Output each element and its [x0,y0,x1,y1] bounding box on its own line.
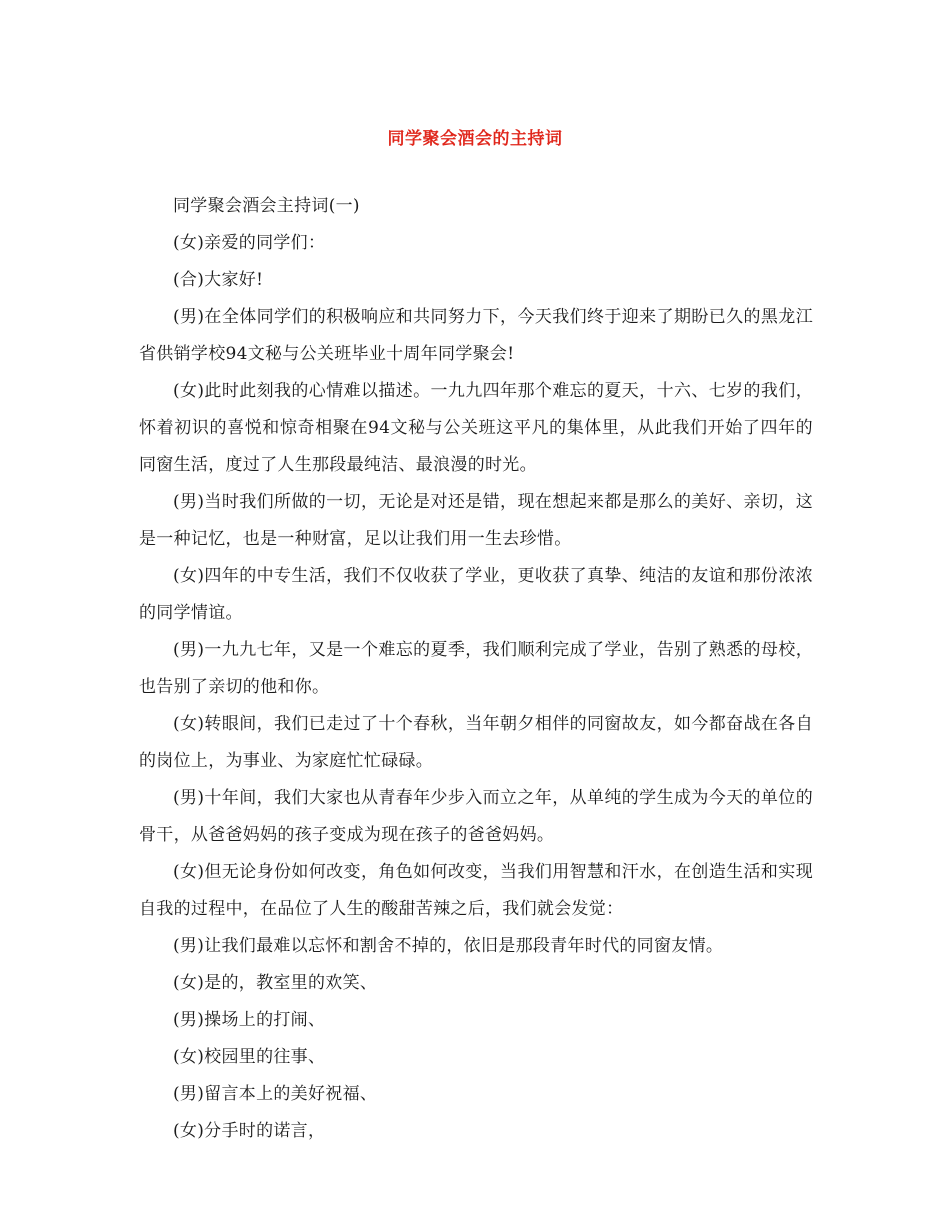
paragraph: (男)十年间，我们大家也从青春年少步入而立之年，从单纯的学生成为今天的单位的骨干，从爸爸妈妈的孩子变成为现在孩子的爸爸妈妈。 [139,788,813,845]
paragraph: (男)让我们最难以忘怀和割舍不掉的，依旧是那段青年时代的同窗友情。 [173,936,724,956]
paragraph: (男)操场上的打闹、 [173,1010,326,1030]
paragraph: (合)大家好! [173,270,264,290]
paragraph: (男)一九九七年，又是一个难忘的夏季，我们顺利完成了学业，告别了熟悉的母校，也告别了亲切的他和你。 [139,640,813,697]
document-title: 同学聚会酒会的主持词 [387,129,563,149]
paragraph: (女)校园里的往事、 [173,1047,326,1067]
paragraph: (女)转眼间，我们已走过了十个春秋，当年朝夕相伴的同窗故友，如今都奋战在各自的岗位上，为事业、为家庭忙忙碌碌。 [139,714,813,771]
paragraph: (女)但无论身份如何改变，角色如何改变，当我们用智慧和汗水，在创造生活和实现自我的过程中，在品位了人生的酸甜苦辣之后，我们就会发觉： [139,862,813,919]
paragraph: (女)分手时的诺言， [173,1121,326,1141]
paragraph: (女)四年的中专生活，我们不仅收获了学业，更收获了真挚、纯洁的友谊和那份浓浓的同学情谊。 [139,566,813,623]
paragraph: (男)当时我们所做的一切，无论是对还是错，现在想起来都是那么的美好、亲切，这是一种记忆，也是一种财富，足以让我们用一生去珍惜。 [139,492,813,549]
paragraph: 同学聚会酒会主持词(一) [173,196,360,216]
paragraph: (男)留言本上的美好祝福、 [173,1084,378,1104]
paragraph: (女)此时此刻我的心情难以描述。一九九四年那个难忘的夏天，十六、七岁的我们，怀着初识的喜悦和惊奇相聚在94文秘与公关班这平凡的集体里，从此我们开始了四年的同窗生活，度过了人生那段最纯洁、最浪漫的时光。 [139,381,813,475]
document-body [139,188,813,1150]
paragraph: (男)在全体同学们的积极响应和共同努力下，今天我们终于迎来了期盼已久的黑龙江省供销学校94文秘与公关班毕业十周年同学聚会! [139,307,813,364]
paragraph: (女)是的，教室里的欢笑、 [173,973,378,993]
paragraph: (女)亲爱的同学们： [173,233,326,253]
